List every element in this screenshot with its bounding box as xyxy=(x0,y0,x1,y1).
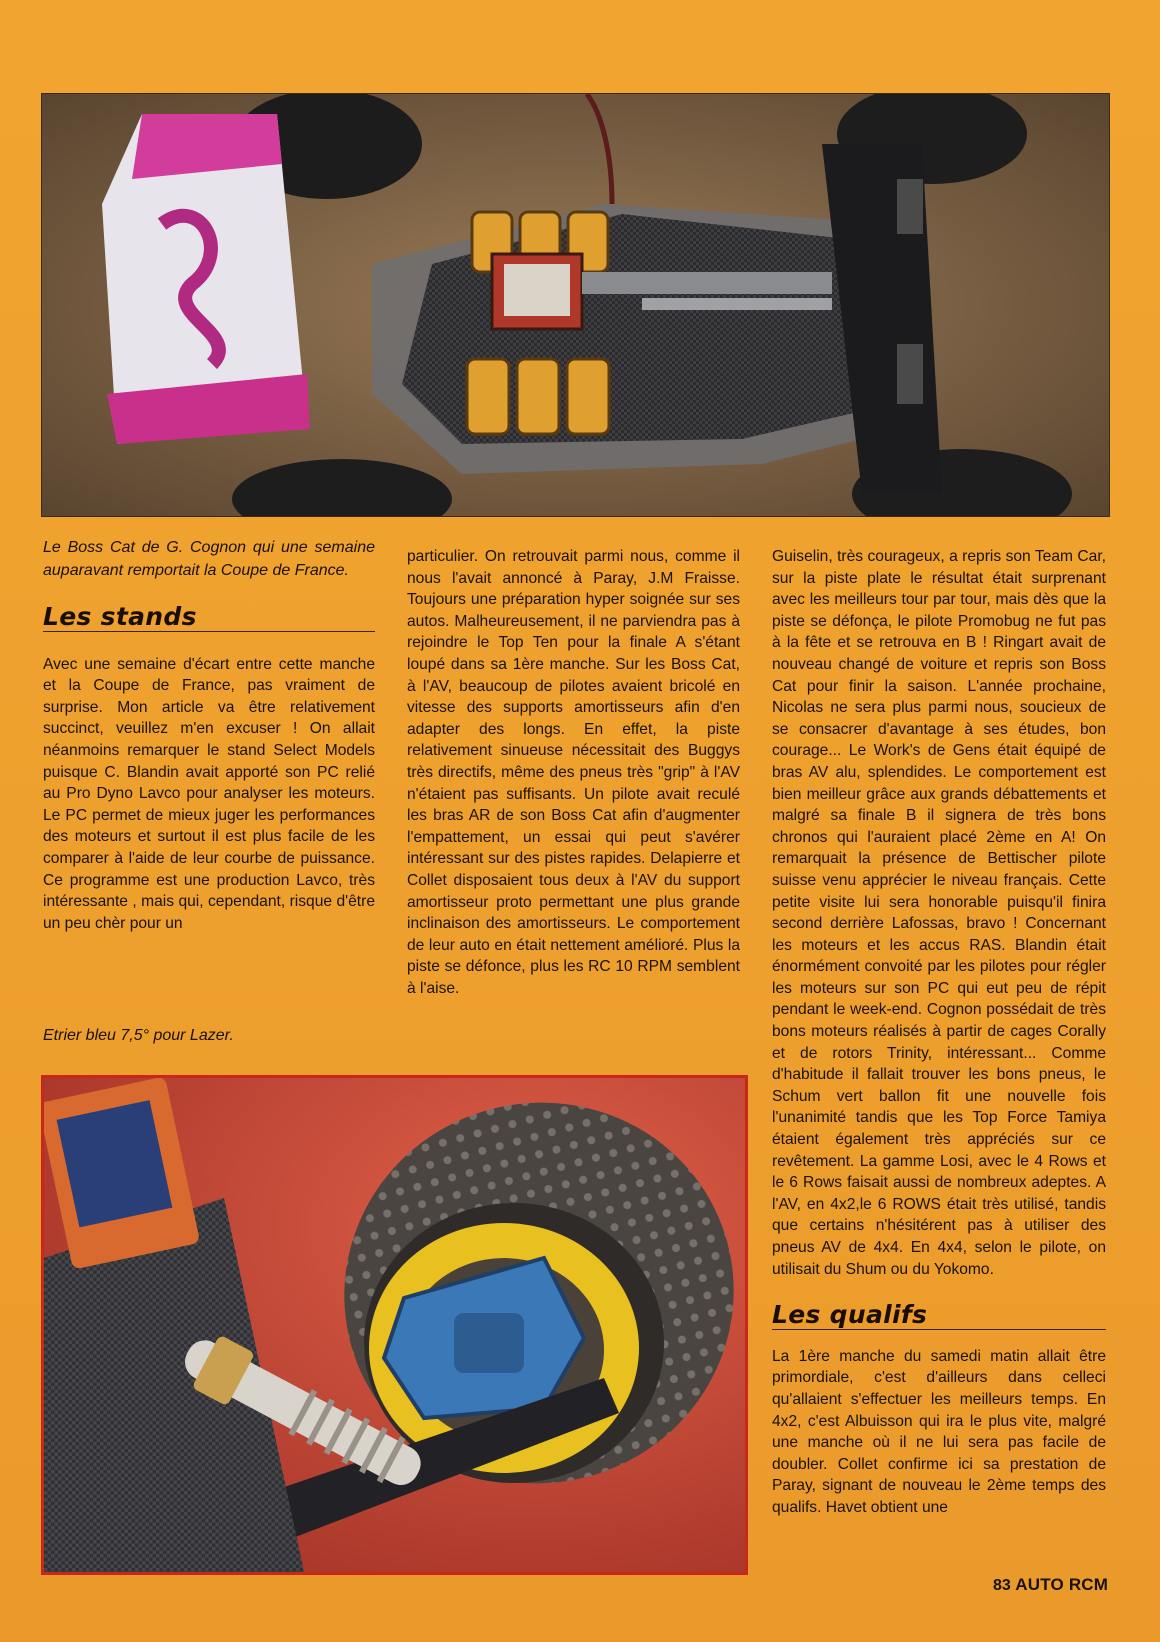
column-1 xyxy=(43,536,375,934)
photo-boss-cat-chassis xyxy=(41,93,1110,517)
column-3 xyxy=(772,546,1106,1519)
photo-caption-top: Le Boss Cat de G. Cognon qui une semaine auparavant remportait la Coupe de France. xyxy=(43,539,375,579)
article-text-stands-col3: Guiselin, très courageux, a repris son Team Car, sur la piste plate le résultat était surprenant avec les meilleurs tour par tour, mais dès que la piste se défonça, le pilote Promobug ne fut pas à la fête et se retrouva en B ! Ringart avait de nouveau changé de voiture et repris son Boss Cat pour finir la saison. L'année prochaine, Nicolas ne sera plus parmi nous, soucieux de se consacrer d'avantage à ses études, bon courage... Le Work's de Gens était équipé de bras AV alu, splendides. Le comportement est bien meilleur grâce aux grands débattements et malgré sa finale B il signera de très bons chronos qui l'auraient placé 2ème en A! On remarquait la présence de Bettischer pilote suisse venu apprécier le niveau français. Cette petite visite lui sera honorable puisqu'il finira second derrière Lafossas, bravo ! Concernant les moteurs et les accus RAS. Blandin était énormément convoité par les pilotes pour régler les moteurs sur son PC qui eut peu de répit pendant le week-end. Cognon possédait de très bons moteurs réalisés à partir de cages Corally et de rotors Trinity, intéressant... Comme d'habitude il fallait trouver les bons pneus, le Schum vert ballon fit une nouvelle fois l'unanimité tandis que les Top Force Tamiya étaient également très appréciés sur ce revêtement. La gamme Losi, avec le 4 Rows et le 6 Rows faisait aussi de nombreux adeptes. A l'AV, en 4x2,le 6 ROWS était très utilisé, tandis que certains n'hésitérent pas à utiliser des pneus AV de 4x4. En 4x4, selon le pilote, on utilisait du Shum ou du Yokomo. xyxy=(772,548,1106,1278)
section-heading-qualifs: Les qualifs xyxy=(772,1304,1106,1330)
page-footer xyxy=(993,1575,1108,1595)
column-2 xyxy=(407,546,740,999)
article-text-stands-col1: Avec une semaine d'écart entre cette manche et la Coupe de France, pas vraiment de surprise. Mon article va être relativement succinct, veuillez m'en excuser ! On allait néanmoins remarquer le stand Select Models puisque C. Blandin avait apporté son PC relié au Pro Dyno Lavco pour analyser les moteurs. Le PC permet de mieux juger les performances des moteurs et surtout il est plus facile de les comparer à l'aide de leur courbe de puissance. Ce programme est une production Lavco, très intéressante , mais qui, cependant, risque d'être un peu chèr pour un xyxy=(43,655,375,932)
chassis-photo-illustration xyxy=(42,94,1109,516)
caliper-photo-illustration xyxy=(44,1078,745,1572)
magazine-name: AUTO RCM xyxy=(1015,1575,1109,1594)
photo-caption-bottom: Etrier bleu 7,5° pour Lazer. xyxy=(43,1027,234,1044)
section-heading-stands: Les stands xyxy=(43,606,375,632)
page-number: 83 xyxy=(993,1577,1011,1594)
photo-caliper-wheel xyxy=(41,1075,748,1575)
article-text-stands-col2: particulier. On retrouvait parmi nous, comme il nous l'avait annoncé à Paray, J.M Fraisse. Toujours une préparation hyper soignée sur ses autos. Malheureusement, il ne parviendra pas à rejoindre le Top Ten pour la finale A s'étant loupé dans sa 1ère manche. Sur les Boss Cat, à l'AV, beaucoup de pilotes avaient bricolé en vitesse des supports amortisseurs afin d'en adapter des longs. En effet, la piste relativement sinueuse nécessitait des Buggys très directifs, même des pneus très "grip" à l'AV n'étaient pas suffisants. Un pilote avait reculé les bras AR de son Boss Cat afin d'augmenter l'empattement, un essai qui peut s'avérer intéressant sur des pistes rapides. Delapierre et Collet disposaient tous deux à l'AV du support amortisseur proto permettant une plus grande inclinaison des amortisseurs. Le comportement de leur auto en était nettement amélioré. Plus la piste se défonce, plus les RC 10 RPM semblent à l'aise. xyxy=(407,548,740,997)
article-text-qualifs: La 1ère manche du samedi matin allait être primordiale, c'est d'ailleurs dans celleci qu'allaient s'effectuer les meilleurs temps. En 4x2, c'est Albuisson qui ira le plus vite, malgré une manche où il ne lui sera pas facile de doubler. Collet confirme ici sa prestation de Paray, signant de nouveau le 2ème temps des qualifs. Havet obtient une xyxy=(772,1347,1106,1516)
